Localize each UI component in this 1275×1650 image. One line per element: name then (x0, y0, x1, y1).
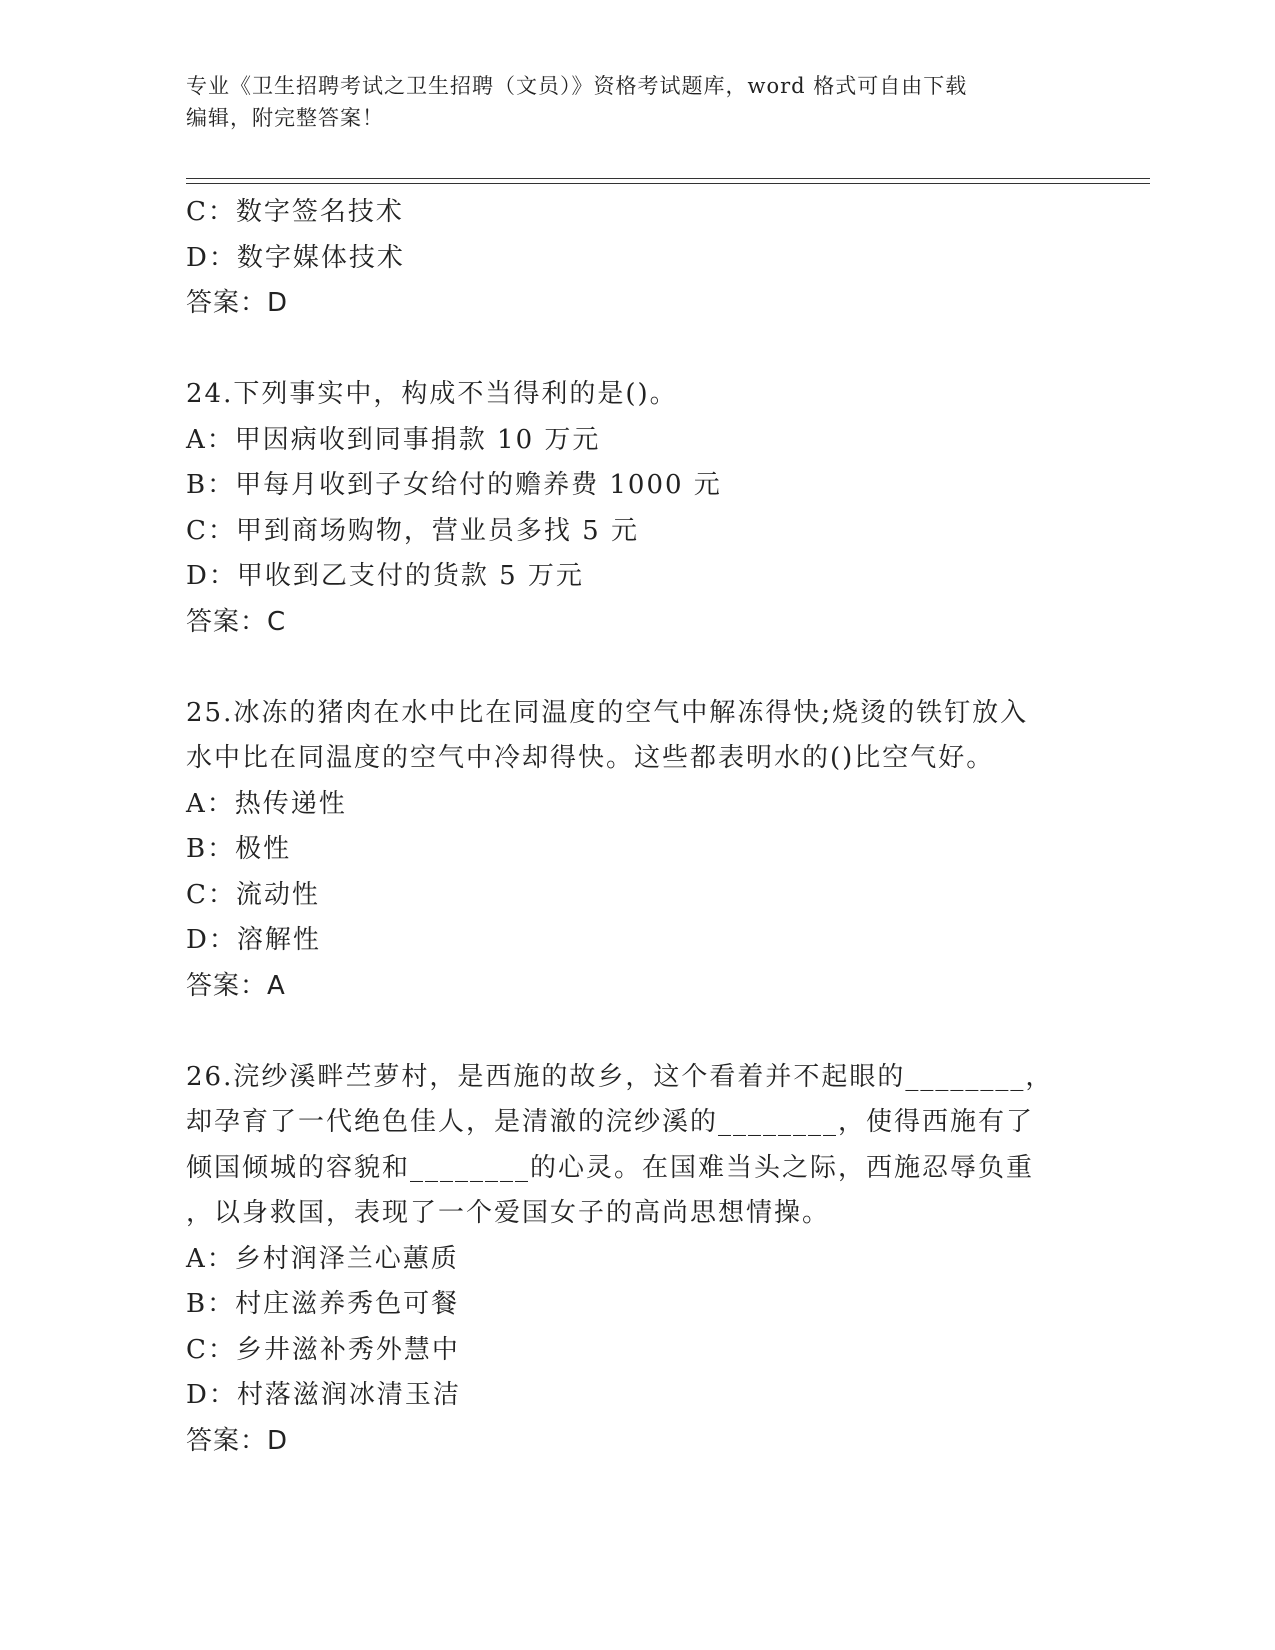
option-c: C：流动性 (186, 879, 320, 910)
question-stem-line-2: 水中比在同温度的空气中冷却得快。这些都表明水的()比空气好。 (186, 743, 995, 773)
header-line-1: 专业《卫生招聘考试之卫生招聘（文员）》资格考试题库，word 格式可自由下载 (186, 74, 968, 98)
question-stem-line-4: ，以身救国，表现了一个爱国女子的高尚思想情操。 (186, 1198, 831, 1228)
option-c: C：甲到商场购物，营业员多找 5 元 (186, 515, 639, 546)
spacer (186, 1009, 1086, 1055)
option-d: D：溶解性 (186, 925, 321, 955)
header-divider-top (186, 178, 1150, 179)
question-stem: 24.下列事实中，构成不当得利的是()。 (186, 379, 678, 409)
answer-line: 答案：A (186, 970, 286, 1001)
option-c: C：数字签名技术 (186, 197, 404, 227)
question-stem-line-1: 25.冰冻的猪肉在水中比在同温度的空气中解冻得快;烧烫的铁钉放入 (186, 697, 1029, 728)
question-25 (186, 691, 1086, 1010)
spacer (186, 327, 1086, 373)
option-b: B：村庄滋养秀色可餐 (186, 1289, 460, 1319)
option-d: D：村落滋润冰清玉洁 (186, 1380, 461, 1410)
answer-line: 答案：D (186, 1425, 289, 1456)
page-header (186, 70, 1066, 134)
option-a: A：热传递性 (186, 788, 347, 819)
question-stem-line-1: 26.浣纱溪畔苎萝村，是西施的故乡，这个看着并不起眼的________， (186, 1061, 1054, 1092)
header-line-2: 编辑，附完整答案！ (186, 106, 384, 130)
option-b: B：甲每月收到子女给付的赡养费 1000 元 (186, 470, 722, 500)
question-23-tail (186, 190, 1086, 327)
spacer (186, 645, 1086, 691)
question-stem-line-3: 倾国倾城的容貌和________的心灵。在国难当头之际，西施忍辱负重 (186, 1152, 1035, 1183)
answer-line: 答案：D (186, 288, 289, 318)
option-d: D：甲收到乙支付的货款 5 万元 (186, 561, 584, 591)
question-24 (186, 372, 1086, 645)
question-26 (186, 1055, 1086, 1465)
option-a: A：甲因病收到同事捐款 10 万元 (186, 424, 601, 455)
answer-line: 答案：C (186, 606, 287, 637)
option-a: A：乡村润泽兰心蕙质 (186, 1243, 459, 1274)
question-list (186, 190, 1086, 1464)
header-divider-bottom (186, 183, 1150, 184)
option-d: D：数字媒体技术 (186, 242, 405, 273)
option-b: B：极性 (186, 834, 292, 864)
question-stem-line-2: 却孕育了一代绝色佳人，是清澈的浣纱溪的________，使得西施有了 (186, 1107, 1035, 1137)
option-c: C：乡井滋补秀外慧中 (186, 1334, 460, 1365)
